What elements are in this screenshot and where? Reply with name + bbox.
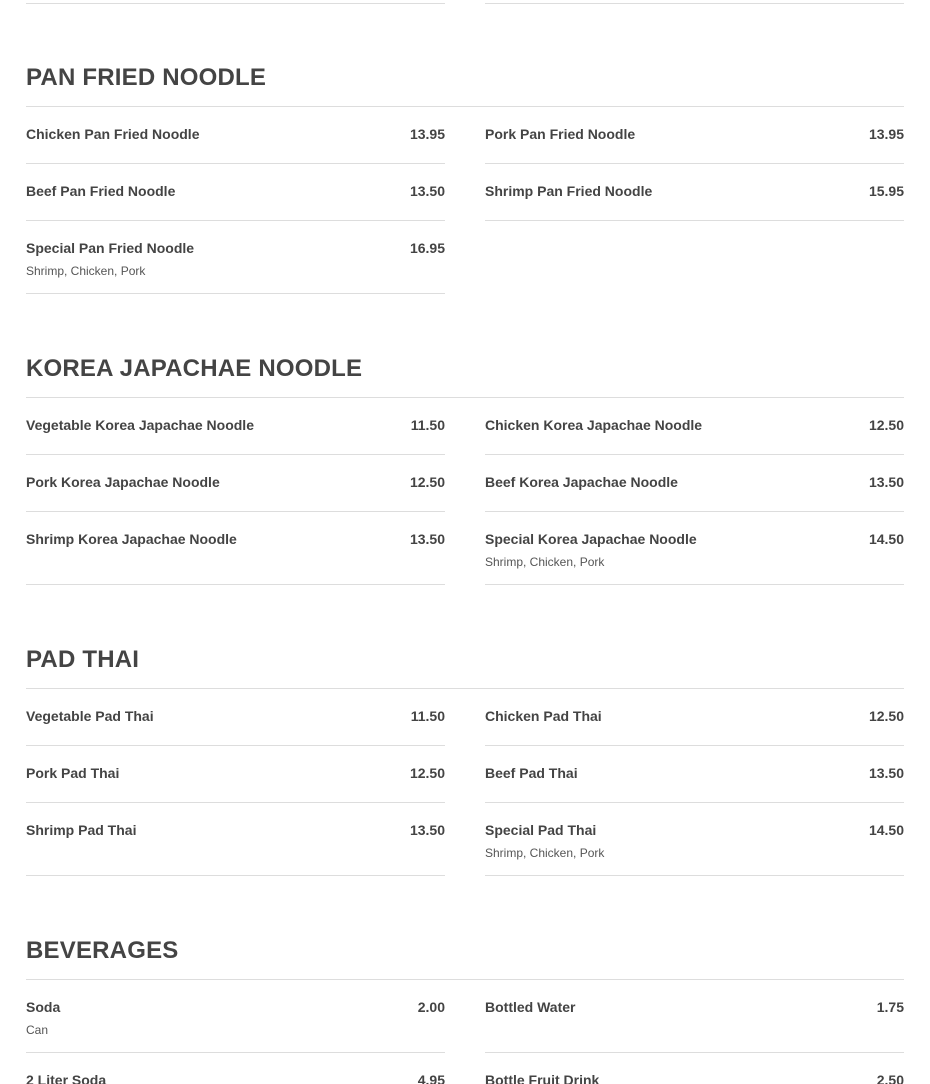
section-title: BEVERAGES (26, 937, 179, 964)
item-price: 14.50 (868, 822, 904, 838)
item-name: Vegetable Korea Japachae Noodle (26, 417, 254, 433)
menu-column-left (26, 689, 445, 876)
item-price: 2.50 (876, 1072, 904, 1084)
menu-item[interactable] (26, 455, 445, 512)
section-title: PAD THAI (26, 646, 140, 673)
menu-item[interactable] (26, 746, 445, 803)
item-price: 12.50 (868, 708, 904, 724)
menu-item[interactable] (485, 980, 904, 1053)
item-price: 2.00 (417, 999, 445, 1015)
item-name: Beef Pad Thai (485, 765, 578, 781)
item-name: Pork Pad Thai (26, 765, 120, 781)
menu-item[interactable] (485, 398, 904, 455)
item-price: 12.50 (868, 417, 904, 433)
item-price: 14.50 (868, 531, 904, 547)
menu-item[interactable] (26, 980, 445, 1053)
menu-column-right (485, 107, 904, 221)
menu-item[interactable] (485, 512, 904, 585)
menu-item[interactable] (485, 803, 904, 876)
section-title: KOREA JAPACHAE NOODLE (26, 355, 363, 382)
item-name: 2 Liter Soda (26, 1072, 107, 1084)
menu-item[interactable] (485, 746, 904, 803)
item-price: 4.95 (417, 1072, 445, 1084)
item-name: Beef Korea Japachae Noodle (485, 474, 678, 490)
item-name: Shrimp Pad Thai (26, 822, 137, 838)
item-price: 15.95 (868, 183, 904, 199)
item-price: 11.50 (410, 708, 445, 724)
menu-item[interactable] (485, 455, 904, 512)
item-name: Special Pad Thai (485, 822, 597, 838)
menu-column-right (485, 689, 904, 876)
item-description: Can (26, 1023, 49, 1037)
item-name: Bottled Water (485, 999, 576, 1015)
menu-item[interactable] (26, 689, 445, 746)
item-name: Chicken Pad Thai (485, 708, 602, 724)
divider-right (485, 3, 904, 4)
item-name: Bottle Fruit Drink (485, 1072, 600, 1084)
item-name: Chicken Korea Japachae Noodle (485, 417, 703, 433)
menu-item[interactable] (485, 1053, 904, 1084)
menu-item[interactable] (26, 398, 445, 455)
item-price: 1.75 (876, 999, 904, 1015)
item-description: Shrimp, Chicken, Pork (26, 264, 146, 278)
item-price: 13.95 (868, 126, 904, 142)
menu-section-beverages (26, 936, 904, 1084)
item-price: 12.50 (409, 765, 445, 781)
item-description: Shrimp, Chicken, Pork (485, 846, 605, 860)
menu-item[interactable] (485, 689, 904, 746)
item-price: 13.50 (868, 765, 904, 781)
item-price: 11.50 (410, 417, 445, 433)
item-price: 13.50 (409, 822, 445, 838)
menu-column-left (26, 398, 445, 585)
item-name: Vegetable Pad Thai (26, 708, 154, 724)
section-title: PAN FRIED NOODLE (26, 64, 267, 91)
item-name: Special Korea Japachae Noodle (485, 531, 697, 547)
item-name: Chicken Pan Fried Noodle (26, 126, 200, 142)
divider-left (26, 3, 445, 4)
item-price: 13.95 (409, 126, 445, 142)
item-name: Shrimp Pan Fried Noodle (485, 183, 653, 199)
top-divider (26, 3, 904, 4)
menu-item[interactable] (26, 512, 445, 585)
item-price: 13.50 (409, 183, 445, 199)
menu-section-pad-thai (26, 645, 904, 860)
menu-column-right (485, 980, 904, 1084)
item-price: 12.50 (409, 474, 445, 490)
menu-item[interactable] (485, 164, 904, 221)
item-name: Soda (26, 999, 61, 1015)
menu-section-pan-fried-noodle (26, 63, 904, 278)
item-price: 16.95 (409, 240, 445, 256)
menu-section-korea-japachae-noodle (26, 354, 904, 569)
menu-item[interactable] (485, 107, 904, 164)
item-name: Beef Pan Fried Noodle (26, 183, 176, 199)
item-price: 13.50 (409, 531, 445, 547)
menu-item[interactable] (26, 164, 445, 221)
menu-column-left (26, 980, 445, 1084)
menu-column-right (485, 398, 904, 585)
item-description: Shrimp, Chicken, Pork (485, 555, 605, 569)
item-name: Shrimp Korea Japachae Noodle (26, 531, 237, 547)
item-name: Special Pan Fried Noodle (26, 240, 195, 256)
item-name: Pork Pan Fried Noodle (485, 126, 636, 142)
menu-item[interactable] (26, 221, 445, 294)
item-name: Pork Korea Japachae Noodle (26, 474, 220, 490)
menu-item[interactable] (26, 803, 445, 876)
menu-item[interactable] (26, 1053, 445, 1084)
menu-item[interactable] (26, 107, 445, 164)
item-price: 13.50 (868, 474, 904, 490)
menu-column-left (26, 107, 445, 294)
